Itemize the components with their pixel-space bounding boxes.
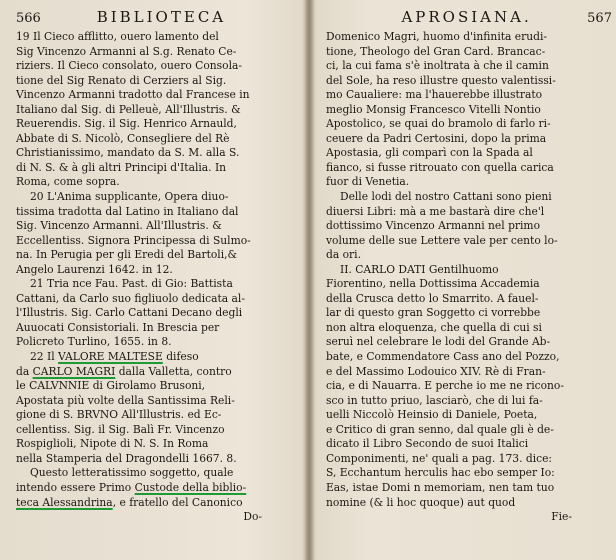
text-line: Roma, come sopra. [16, 175, 120, 189]
text-line: 22 Il VALORE MALTESE difeso [30, 350, 199, 364]
text-line: dottissimo Vincenzo Armanni nel primo [326, 219, 541, 233]
right-running-head: APROSIANA. [401, 8, 532, 26]
text-line: Angelo Laurenzi 1642. in 12. [16, 262, 173, 276]
right-page [326, 8, 612, 556]
text-line: ceuere da Padri Certosini, dopo la prima [326, 131, 547, 145]
text-line: Vincenzo Armanni tradotto dal Francese in [16, 88, 250, 102]
text-line: bate, e Commendatore Cass ano del Pozzo, [326, 350, 560, 364]
text-line: tione, Theologo del Gran Card. Brancac- [326, 44, 546, 58]
text-line: e del Massimo Lodouico XIV. Rè di Fran- [326, 364, 546, 378]
left-running-head: BIBLIOTECA [96, 8, 227, 26]
text-line: Christianissimo, mandato da S. M. alla S. [16, 146, 240, 160]
text-line: di N. S. & à gli altri Principi d'Italia. In [16, 160, 227, 174]
text-line: nomine (& li hoc quoque) aut quod [326, 495, 516, 509]
text-line: Reuerendis. Sig. il Sig. Henrico Arnauld, [16, 117, 237, 131]
left-page-text [16, 30, 302, 525]
text-line: Questo letteratissimo soggetto, quale [30, 466, 234, 480]
text-line: fuor di Venetia. [326, 175, 410, 189]
text-line: Fiorentino, nella Dottissima Accademia [326, 277, 540, 291]
text-line: S, Ecchantum herculis hac ebo semper Io: [326, 466, 555, 480]
text-line: gione di S. BRVNO All'Illustris. ed Ec- [16, 408, 222, 422]
left-page-number: 566 [16, 11, 41, 26]
text-line: sco in tutto priuo, lasciarò, che di lui fa- [326, 393, 543, 407]
text-line: Sig. Vincenzo Armanni. All'Illustris. & [16, 219, 222, 233]
text-line: e Critico di gran senno, dal quale gli è de- [326, 422, 554, 436]
catchword: Fie- [551, 510, 572, 524]
text-line: cellentiss. Sig. il Sig. Balì Fr. Vincenzo [16, 422, 225, 436]
text-line: Eas, istae Domi n memoriam, nen tam tuo [326, 480, 555, 494]
text-line: riziers. Il Cieco consolato, ouero Consola- [16, 59, 242, 73]
text-line: dicato il Libro Secondo de suoi Italici [326, 437, 529, 451]
text-line: Apostasia, gli comparì con la Spada al [326, 146, 533, 160]
text-line: mo Caualiere: ma l'hauerebbe illustrato [326, 88, 543, 102]
left-page-header [16, 8, 302, 28]
text-line: l'Illustris. Sig. Carlo Cattani Decano degli [16, 306, 243, 320]
text-line: Auuocati Consistoriali. In Brescia per [16, 320, 220, 334]
text-line: Delle lodi del nostro Cattani sono pieni [340, 190, 552, 204]
text-line: tione del Sig Renato di Cerziers al Sig. [16, 73, 227, 87]
text-line: seruì nel celebrare le lodi del Grande Ab- [326, 335, 551, 349]
text-line: 19 Il Cieco afflitto, ouero lamento del [16, 30, 219, 43]
left-page [16, 8, 302, 556]
text-line: Apostata più volte della Santissima Reli- [16, 393, 235, 407]
text-line: Eccellentiss. Signora Principessa di Sulmo- [16, 233, 251, 247]
text-line: intendo essere Primo Custode della biblio- [16, 480, 247, 494]
text-line: Rospiglioli, Nipote di N. S. In Roma [16, 437, 209, 451]
text-line: nella Stamperia del Dragondelli 1667. 8. [16, 451, 237, 465]
highlighted-phrase: CARLO MAGRI [32, 364, 116, 378]
text-line: 21 Tria nce Fau. Past. di Gio: Battista [30, 277, 233, 291]
text-line: da ori. [326, 248, 361, 262]
text-line: Sig Vincenzo Armanni al S.g. Renato Ce- [16, 44, 237, 58]
text-line: uelli Niccolò Heinsio di Daniele, Poeta, [326, 408, 538, 422]
text-line: Italiano dal Sig. di Pelleuè, All'Illustris. & [16, 102, 241, 116]
text-line: tissima tradotta dal Latino in Italiano dal [16, 204, 239, 218]
text-line: diuersi Libri: mà a me bastarà dire che'l [326, 204, 545, 218]
text-line: le CALVNNIE di Girolamo Brusoni, [16, 379, 206, 393]
text-line: volume delle sue Lettere vale per cento lo- [326, 233, 558, 247]
book-gutter [304, 0, 316, 560]
text-line: ci, la cui fama s'è inoltrata à che il camin [326, 59, 549, 73]
text-line: Domenico Magri, huomo d'infinita erudi- [326, 30, 547, 43]
text-line: Policreto Turlino, 1655. in 8. [16, 335, 172, 349]
right-page-text [326, 30, 612, 525]
text-line: lar di questo gran Soggetto ci vorrebbe [326, 306, 541, 320]
text-line: Componimenti, ne' quali a pag. 173. dice: [326, 451, 553, 465]
text-line: fianco, si fusse ritrouato con quella carica [326, 160, 554, 174]
right-page-number: 567 [587, 11, 612, 26]
text-line: Cattani, da Carlo suo figliuolo dedicata al- [16, 291, 245, 305]
text-line: teca Alessandrina, e fratello del Canonico [16, 495, 243, 509]
text-line: del Sole, ha reso illustre questo valentissi- [326, 73, 556, 87]
text-line: cia, e di Nauarra. E perche io me ne ricono- [326, 379, 564, 393]
text-line: meglio Monsig Francesco Vitelli Nontio [326, 102, 541, 116]
highlighted-phrase: VALORE MALTESE [58, 350, 163, 364]
text-line: da CARLO MAGRI dalla Valletta, contro [16, 364, 232, 378]
right-page-header [326, 8, 612, 28]
text-line: della Crusca detto lo Smarrito. A fauel- [326, 291, 539, 305]
text-line: na. In Perugia per gli Eredi del Bartoli,& [16, 248, 238, 262]
highlighted-phrase: Custode della biblio- [134, 480, 247, 494]
highlighted-phrase: teca Alessandrina [16, 495, 113, 509]
text-line: Apostolico, se quai do bramolo di farlo ri- [326, 117, 551, 131]
catchword: Do- [243, 510, 262, 524]
text-line: 20 L'Anima supplicante, Opera diuo- [30, 190, 229, 204]
text-line: Abbate di S. Nicolò, Consegliere del Rè [16, 131, 230, 145]
text-line: II. CARLO DATI Gentilhuomo [340, 262, 499, 276]
text-line: non altra eloquenza, che quella di cui si [326, 320, 542, 334]
